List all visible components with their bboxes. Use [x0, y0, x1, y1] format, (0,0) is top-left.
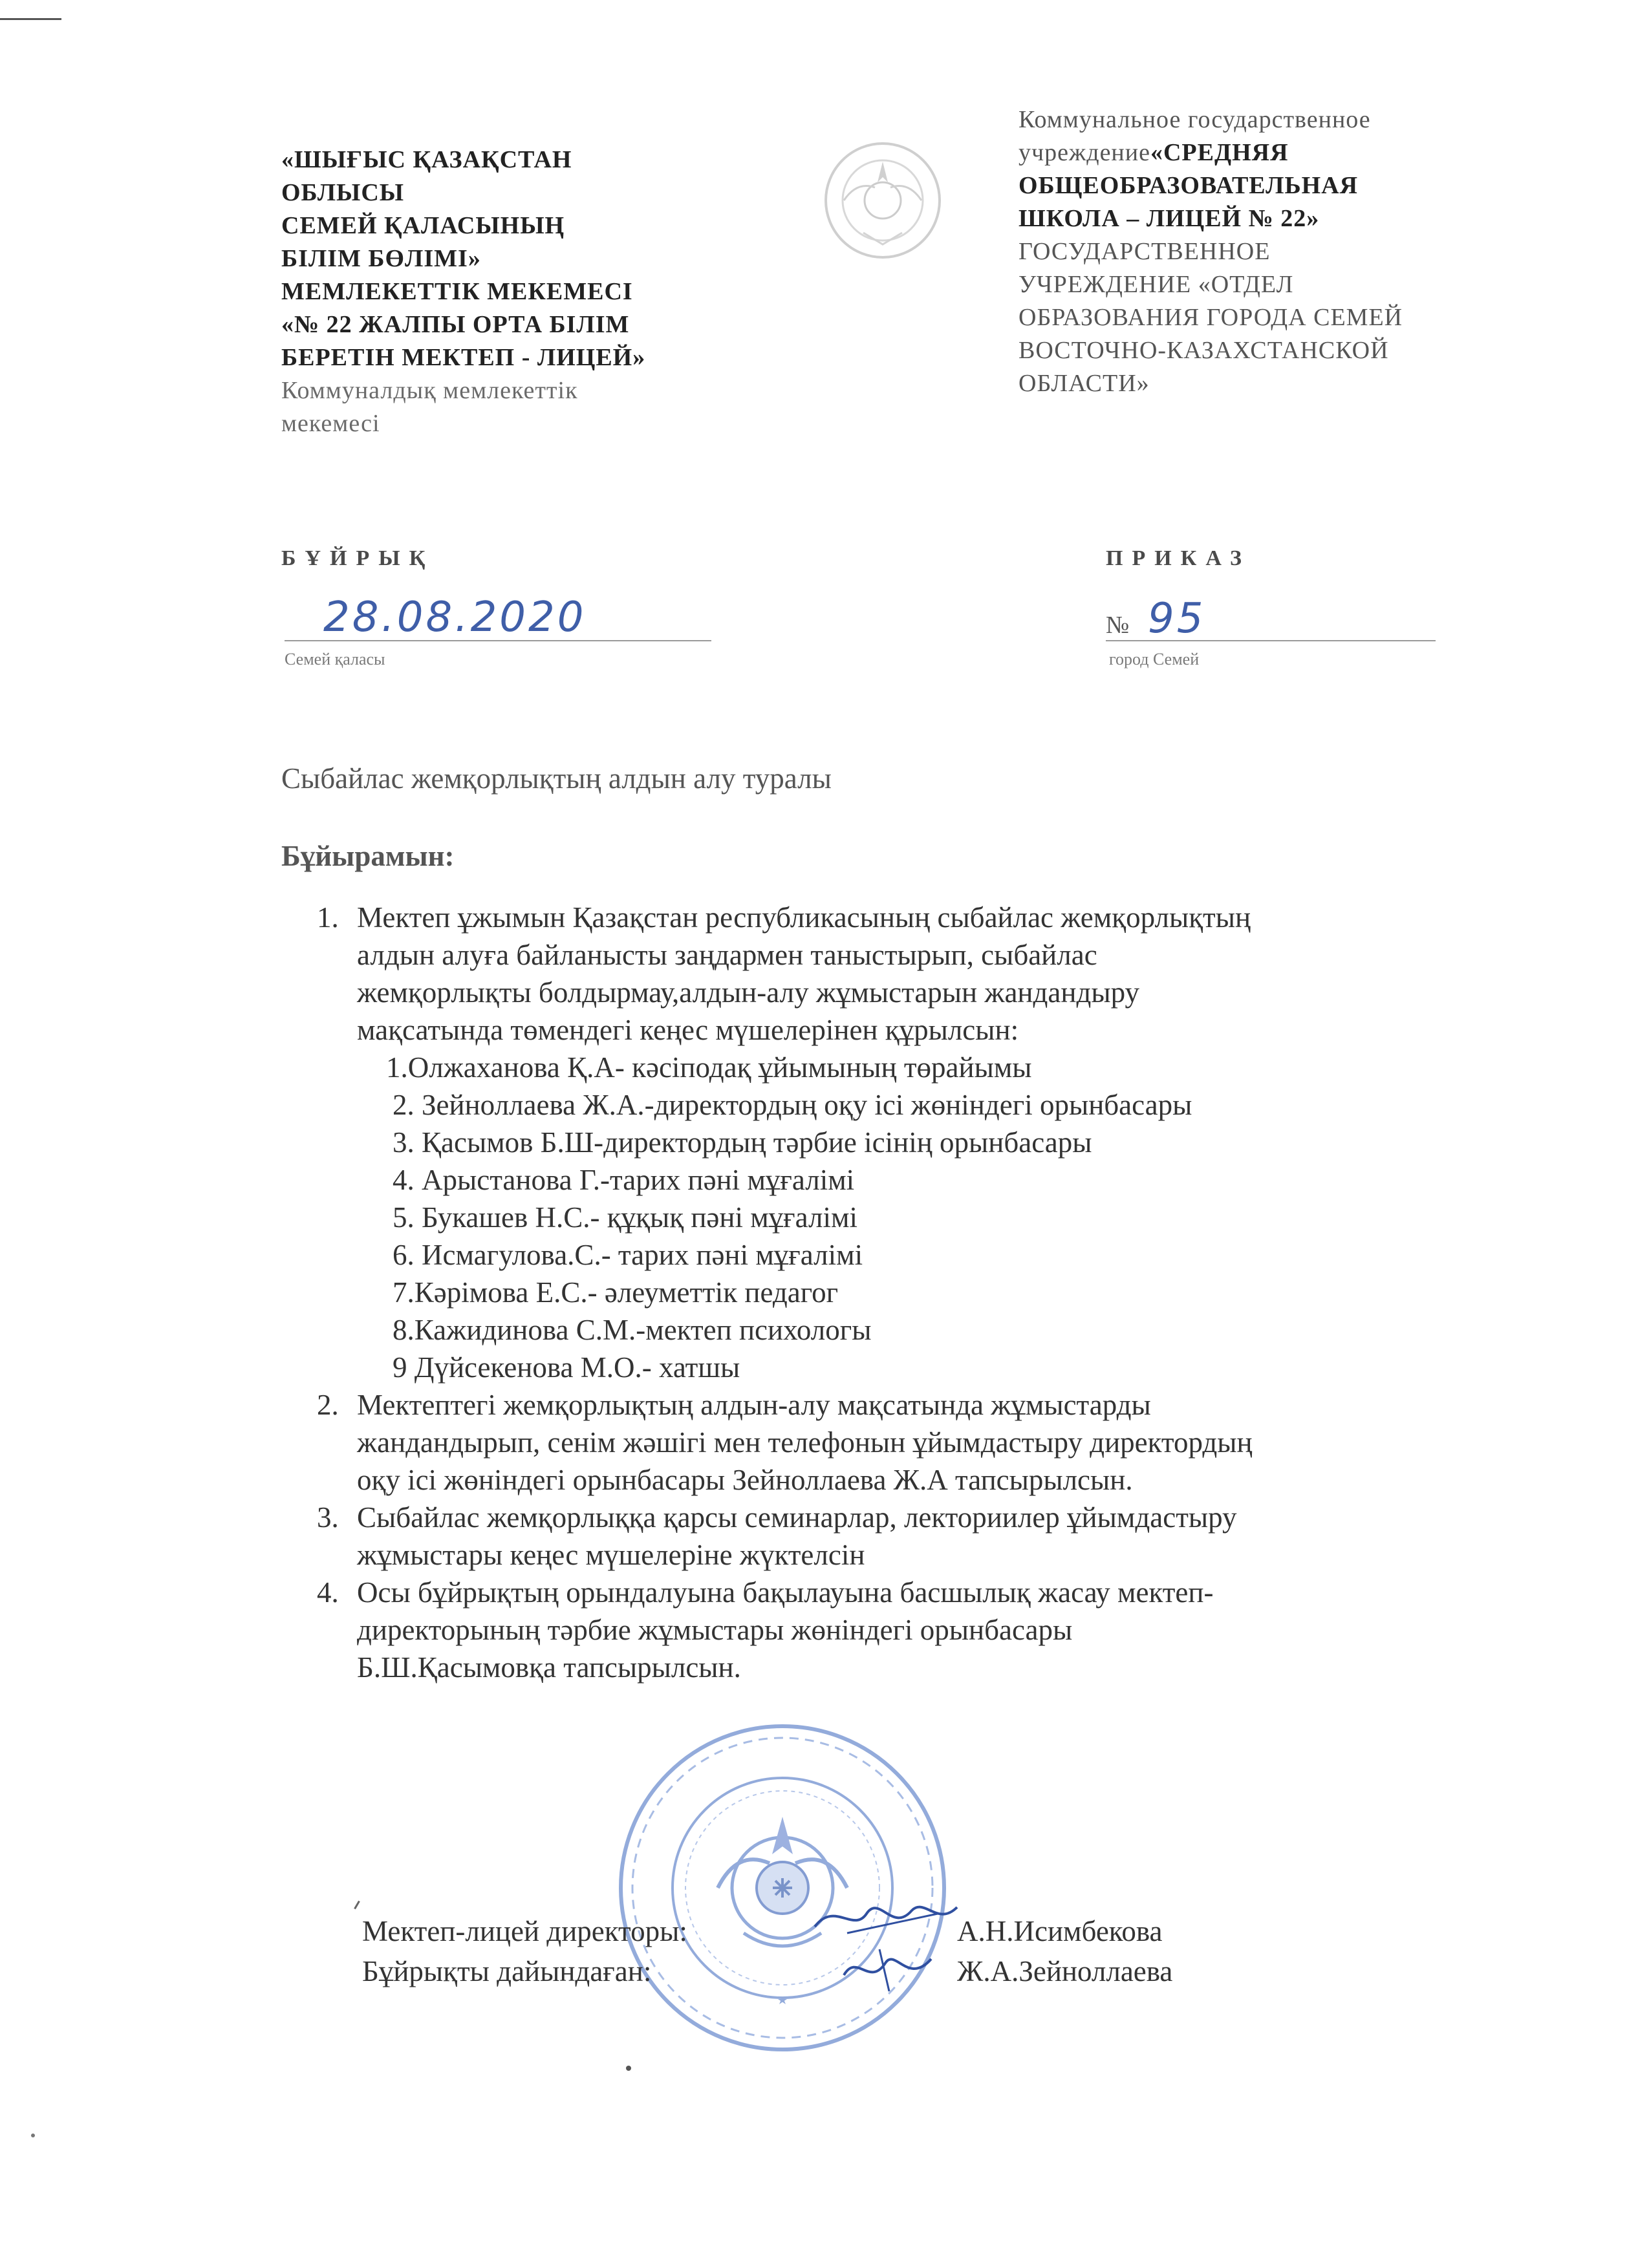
item-number: 2.: [317, 1389, 339, 1421]
number-prefix: №: [1106, 612, 1130, 639]
item-line: мақсатында төмендегі кеңес мүшелерінен құрылсын:: [357, 1014, 1019, 1046]
item-line: Мектептегі жемқорлықтың алдын-алу мақсатында жұмыстарды: [357, 1389, 1151, 1421]
handwritten-date: 28.08.2020: [323, 594, 587, 641]
member-line: 7.Кәрімова Е.С.- әлеуметтік педагог: [393, 1276, 839, 1309]
item-line: жұмыстары кеңес мүшелеріне жүктелсін: [357, 1539, 865, 1571]
header-kz-line: СЕМЕЙ ҚАЛАСЫНЫҢ: [281, 212, 565, 239]
header-ru-line: учреждение: [1018, 139, 1150, 166]
header-ru-line: «СРЕДНЯЯ: [1150, 139, 1289, 166]
header-ru-line: Коммунальное государственное: [1018, 106, 1371, 133]
item-line: Осы бұйрықтың орындалуына бақылауына басшылық жасау мектеп-: [357, 1576, 1214, 1609]
prepared-name: Ж.А.Зейноллаева: [957, 1955, 1173, 1987]
item-number: 4.: [317, 1576, 339, 1609]
member-line: 9 Дүйсекенова М.О.- хатшы: [393, 1351, 740, 1384]
director-name: А.Н.Исимбекова: [957, 1915, 1163, 1947]
header-kz-line: Коммуналдық мемлекеттік: [281, 377, 578, 404]
doc-type-kz: БҰЙРЫҚ: [281, 546, 435, 570]
order-label: Бұйырамын:: [281, 840, 455, 872]
prepared-title: Бұйрықты дайындаған:: [362, 1955, 652, 1987]
header-ru-line: ОБЩЕОБРАЗОВАТЕЛЬНАЯ: [1018, 172, 1359, 199]
item-line: Сыбайлас жемқорлыққа қарсы семинарлар, лекториилер ұйымдастыру: [357, 1501, 1237, 1534]
list-item: [297, 1499, 1539, 1574]
preparer-signature-icon: [834, 1940, 944, 1998]
scan-mark: [354, 1901, 360, 1910]
header-kz-line: БЕРЕТІН МЕКТЕП - ЛИЦЕЙ»: [281, 344, 646, 371]
item-line: жемқорлықты болдырмау,алдын-алу жұмыстарын жандандыру: [357, 976, 1139, 1009]
member-line: 5. Букашев Н.С.- құқық пәні мұғалімі: [393, 1201, 857, 1234]
header-kz-line: ОБЛЫСЫ: [281, 179, 405, 206]
council-members: [297, 1049, 1539, 1386]
header-ru-line: ОБРАЗОВАНИЯ ГОРОДА СЕМЕЙ: [1018, 304, 1403, 331]
member-line: 2. Зейноллаева Ж.А.-директордың оқу ісі жөніндегі орынбасары: [393, 1089, 1192, 1121]
header-ru-line: ОБЛАСТИ»: [1018, 370, 1150, 397]
header-ru: [1018, 103, 1588, 400]
list-item: [297, 1386, 1539, 1499]
header-kz: [281, 144, 773, 440]
director-signature-icon: [808, 1888, 964, 1946]
member-line: 6. Исмагулова.С.- тарих пәні мұғалімі: [393, 1239, 863, 1271]
director-title: Мектеп-лицей директоры:: [362, 1915, 687, 1947]
scan-dot: [31, 2134, 35, 2137]
city-ru: город Семей: [1109, 650, 1200, 669]
doc-type-ru: ПРИКАЗ: [1106, 546, 1251, 570]
item-line: Б.Ш.Қасымовқа тапсырылсын.: [357, 1651, 741, 1684]
header-ru-line: ГОСУДАРСТВЕННОЕ: [1018, 238, 1271, 265]
header-kz-line: БІЛІМ БӨЛІМІ»: [281, 245, 481, 272]
kazakhstan-emblem-icon: [818, 136, 947, 265]
item-number: 1.: [317, 901, 339, 934]
subject-line: Сыбайлас жемқорлықтың алдын алу туралы: [281, 762, 832, 795]
handwritten-number: 95: [1148, 595, 1206, 643]
item-line: оқу ісі жөніндегі орынбасары Зейноллаева Ж.А тапсырылсын.: [357, 1464, 1133, 1496]
item-line: Мектеп ұжымын Қазақстан республикасының сыбайлас жемқорлықтың: [357, 901, 1251, 934]
item-line: алдын алуға байланысты заңдармен таныстырып, сыбайлас: [357, 939, 1097, 971]
header-kz-line: «№ 22 ЖАЛПЫ ОРТА БІЛІМ: [281, 311, 630, 338]
item-line: жандандырып, сенім жәшігі мен телефонын ұйымдастыру директордың: [357, 1426, 1253, 1459]
item-line: директорының тәрбие жұмыстары жөніндегі орынбасары: [357, 1614, 1073, 1646]
item-number: 3.: [317, 1501, 339, 1534]
list-item: [297, 1574, 1539, 1686]
header-kz-line: «ШЫҒЫС ҚАЗАҚСТАН: [281, 146, 572, 173]
member-line: 4. Арыстанова Г.-тарих пәні мұғалімі: [393, 1164, 855, 1196]
header-ru-line: ВОСТОЧНО-КАЗАХСТАНСКОЙ: [1018, 337, 1389, 364]
order-items: [297, 899, 1539, 1686]
header-kz-line: МЕМЛЕКЕТТІК МЕКЕМЕСІ: [281, 278, 633, 305]
member-line: 1.Олжаханова Қ.А- кәсіподақ ұйымының төрайымы: [386, 1051, 1032, 1084]
header-kz-line: мекемесі: [281, 410, 380, 437]
number-underline: [1106, 640, 1436, 641]
member-line: 3. Қасымов Б.Ш-директордың тәрбие ісінің орынбасары: [393, 1126, 1092, 1159]
header-ru-line: УЧРЕЖДЕНИЕ «ОТДЕЛ: [1018, 271, 1294, 298]
member-line: 8.Кажидинова С.М.-мектеп психологы: [393, 1314, 872, 1346]
date-underline: [285, 640, 711, 641]
list-item: [297, 899, 1539, 1049]
header-ru-line: ШКОЛА – ЛИЦЕЙ № 22»: [1018, 205, 1320, 232]
scan-dot: [626, 2066, 631, 2071]
city-kz: Семей қаласы: [285, 650, 385, 669]
scan-edge-mark: [0, 18, 61, 20]
